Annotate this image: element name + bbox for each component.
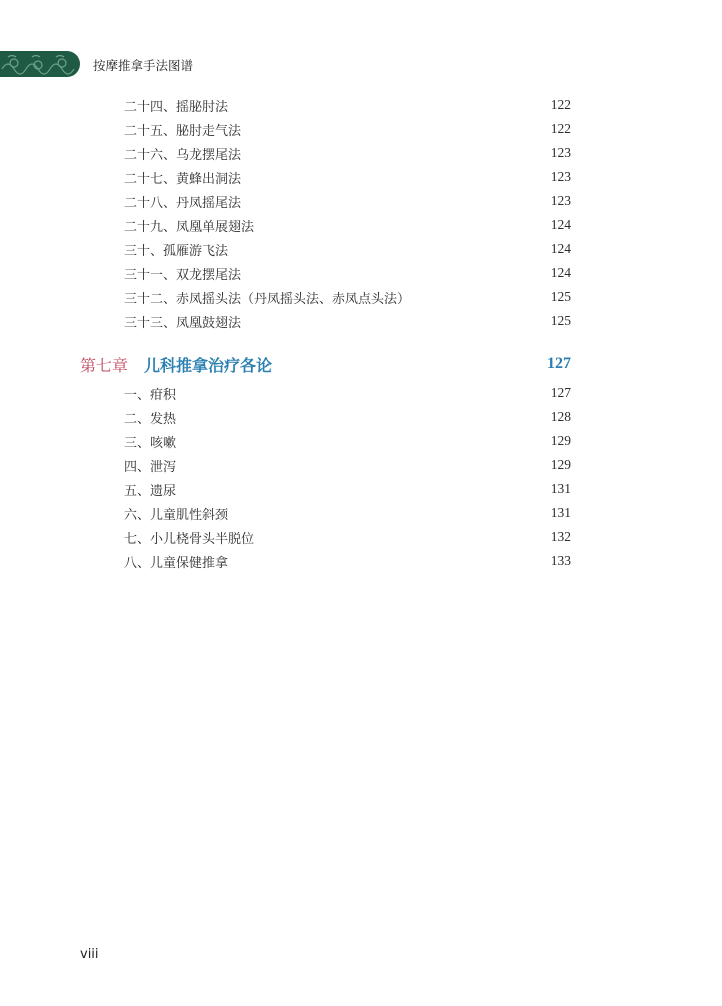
toc-entry-page: 124 (550, 241, 571, 256)
header-ornament (0, 51, 80, 77)
toc-entry-page: 131 (550, 505, 571, 520)
toc-entry-page: 123 (550, 193, 571, 208)
toc-entry-page: 132 (550, 529, 571, 544)
chapter-title: 儿科推拿治疗各论 (144, 355, 273, 375)
toc-entry-label: 三十一、双龙摆尾法 (124, 267, 242, 283)
chapter-number: 第七章 (80, 355, 129, 375)
toc-entry-label: 二十七、黄蜂出洞法 (124, 171, 242, 187)
toc-entry[interactable] (124, 285, 571, 309)
toc-entry-label: 二十五、䏟肘走气法 (124, 123, 242, 139)
toc-entry-label: 二十八、丹凤摇尾法 (124, 195, 242, 211)
toc-entry-page: 128 (550, 409, 571, 424)
toc-entry[interactable] (124, 189, 571, 213)
toc-entry[interactable] (124, 237, 571, 261)
toc-entry-page: 124 (550, 217, 571, 232)
page-number: viii (80, 947, 99, 962)
toc-entry-page: 124 (550, 265, 571, 280)
toc-entry-label: 七、小儿桡骨头半脱位 (124, 531, 255, 547)
toc-entry[interactable] (124, 261, 571, 285)
toc-entry[interactable] (124, 117, 571, 141)
toc-entry-page: 129 (550, 457, 571, 472)
toc-entry[interactable] (124, 309, 571, 333)
chapter-heading[interactable] (80, 350, 571, 378)
toc-entry-page: 129 (550, 433, 571, 448)
toc-entry[interactable] (124, 381, 571, 405)
toc-entry-page: 131 (550, 481, 571, 496)
toc-entry-label: 八、儿童保健推拿 (124, 555, 229, 571)
toc-entry-label: 二十六、乌龙摆尾法 (124, 147, 242, 163)
toc-entry-page: 122 (550, 121, 571, 136)
toc-entry-label: 二十九、凤凰单展翅法 (124, 219, 255, 235)
toc-entry[interactable] (124, 549, 571, 573)
toc-entry[interactable] (124, 453, 571, 477)
toc-entry-page: 122 (550, 97, 571, 112)
book-title: 按摩推拿手法图谱 (93, 58, 194, 73)
toc-entry[interactable] (124, 405, 571, 429)
toc-entry-label: 五、遗尿 (124, 483, 177, 499)
toc-entry[interactable] (124, 213, 571, 237)
toc-entry-label: 六、儿童肌性斜颈 (124, 507, 229, 523)
toc-entry[interactable] (124, 429, 571, 453)
toc-entry-label: 二、发热 (124, 411, 177, 427)
toc-entry-label: 四、泄泻 (124, 459, 177, 475)
toc-entry[interactable] (124, 141, 571, 165)
toc-entry-page: 125 (550, 313, 571, 328)
toc-entry-page: 125 (550, 289, 571, 304)
toc-entry[interactable] (124, 501, 571, 525)
toc-entry-label: 三十二、赤凤摇头法（丹凤摇头法、赤凤点头法） (124, 291, 411, 307)
toc-entry-label: 二十四、摇䏟肘法 (124, 99, 229, 115)
toc-entry[interactable] (124, 93, 571, 117)
toc-entry-label: 三十三、凤凰鼓翅法 (124, 315, 242, 331)
toc-entry-page: 133 (550, 553, 571, 568)
toc-entry-label: 三十、孤雁游飞法 (124, 243, 229, 259)
cloud-pattern-icon (0, 51, 80, 77)
toc-entry[interactable] (124, 165, 571, 189)
toc-entry-label: 三、咳嗽 (124, 435, 177, 451)
toc-entry-page: 123 (550, 145, 571, 160)
chapter-page: 127 (547, 355, 571, 372)
toc-entry[interactable] (124, 477, 571, 501)
toc-entry[interactable] (124, 525, 571, 549)
toc-entry-page: 127 (550, 385, 571, 400)
toc-entry-label: 一、疳积 (124, 387, 177, 403)
toc-entry-page: 123 (550, 169, 571, 184)
